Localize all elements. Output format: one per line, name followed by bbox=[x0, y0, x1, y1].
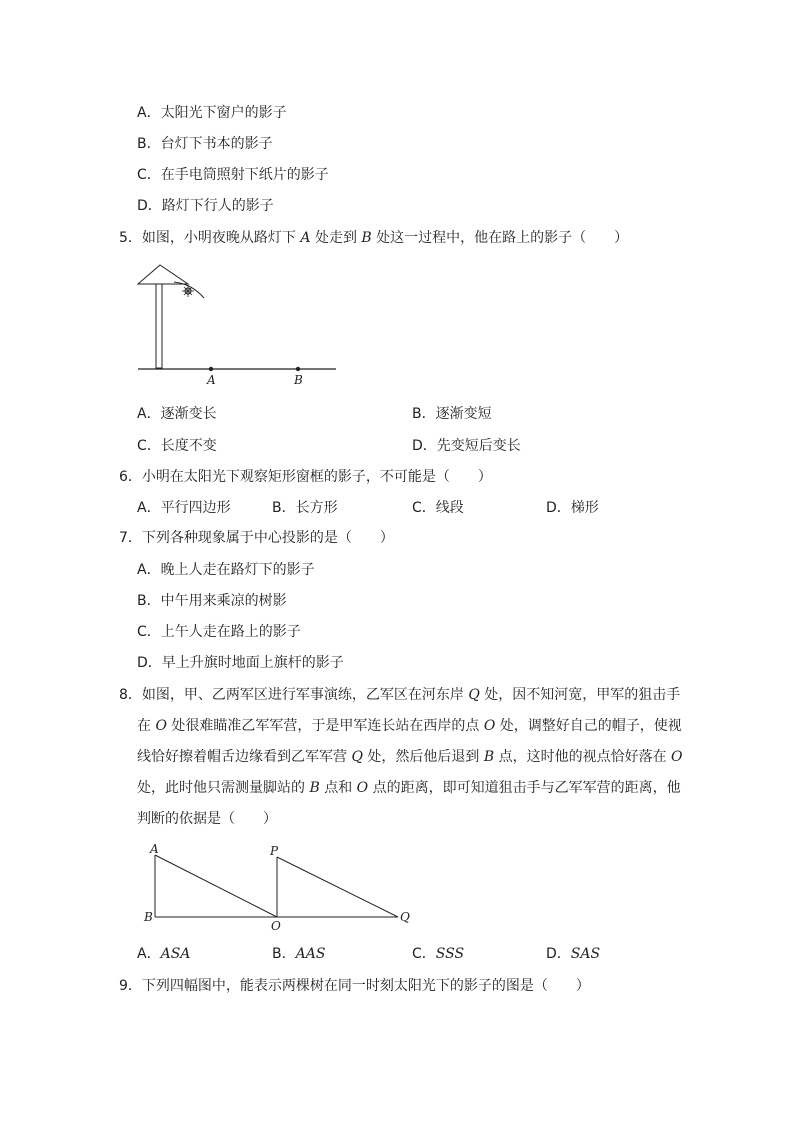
q5-var-a: A bbox=[300, 230, 311, 246]
point-a bbox=[209, 367, 213, 371]
q8-line-2: 在 O 处很难瞄准乙军军营，于是甲军连长站在西岸的点 O 处，调整好自己的帽子，使视 bbox=[137, 718, 682, 734]
q8-option-b: B．AAS bbox=[272, 946, 326, 962]
q4-option-d: D．路灯下行人的影子 bbox=[137, 198, 274, 214]
q8-line-1: 8．如图，甲、乙两军区进行军事演练，乙军区在河东岸 Q 处，因不知河宽，甲军的狙击手 bbox=[119, 687, 681, 703]
q6-option-c: C．线段 bbox=[412, 500, 464, 516]
q4-option-b: B．台灯下书本的影子 bbox=[137, 136, 273, 152]
label-b: B bbox=[294, 373, 303, 387]
q5-option-b: B．逐渐变短 bbox=[412, 406, 492, 422]
q5-var-b: B bbox=[361, 230, 372, 246]
label-q: Q bbox=[400, 910, 410, 924]
q7-option-c: C．上午人走在路上的影子 bbox=[137, 624, 301, 640]
q6-option-b: B．长方形 bbox=[272, 500, 338, 516]
q5-option-a: A．逐渐变长 bbox=[137, 406, 217, 422]
q5-text-1: 如图，小明夜晚从路灯下 bbox=[141, 230, 301, 246]
lamp-head bbox=[138, 265, 188, 284]
point-b bbox=[296, 367, 300, 371]
label-a: A bbox=[150, 842, 159, 856]
q5-question bbox=[119, 228, 628, 248]
q8-line-5: 判断的依据是（ ） bbox=[137, 811, 277, 827]
q5-number: 5． bbox=[119, 230, 142, 246]
q8-option-a: A．ASA bbox=[137, 946, 191, 962]
q8-option-d: D．SAS bbox=[546, 946, 601, 962]
q4-option-c: C．在手电筒照射下纸片的影子 bbox=[137, 167, 329, 183]
q6-question: 6．小明在太阳光下观察矩形窗框的影子，不可能是（ ） bbox=[119, 469, 492, 485]
q7-option-d: D．早上升旗时地面上旗杆的影子 bbox=[137, 655, 344, 671]
q4-option-a: A．太阳光下窗户的影子 bbox=[137, 105, 287, 121]
q8-line-4: 处，此时他只需测量脚站的 B 点和 O 点的距离，即可知道狙击手与乙军军营的距离，他 bbox=[137, 780, 681, 796]
q5-streetlamp-figure bbox=[130, 260, 350, 390]
q8-line-3: 线恰好擦着帽舌边缘看到乙军军营 Q 处，然后他后退到 B 点，这时他的视点恰好落在 O bbox=[137, 749, 683, 765]
q6-option-d: D．梯形 bbox=[546, 500, 599, 516]
label-a: A bbox=[207, 373, 216, 387]
q5-option-d: D．先变短后变长 bbox=[412, 438, 521, 454]
label-b: B bbox=[144, 910, 153, 924]
q8-option-c: C．SSS bbox=[412, 946, 465, 962]
lamp-bulb-icon bbox=[182, 285, 194, 297]
label-o: O bbox=[271, 919, 281, 933]
label-p: P bbox=[270, 844, 279, 858]
q5-option-c: C．长度不变 bbox=[137, 438, 217, 454]
q7-question: 7．下列各种现象属于中心投影的是（ ） bbox=[119, 530, 394, 546]
q5-text-2: 处走到 bbox=[310, 230, 362, 246]
q9-question: 9．下列四幅图中，能表示两棵树在同一时刻太阳光下的影子的图是（ ） bbox=[119, 978, 590, 994]
q6-option-a: A．平行四边形 bbox=[137, 500, 231, 516]
lamp-pole bbox=[156, 284, 162, 368]
q7-option-b: B．中午用来乘凉的树影 bbox=[137, 593, 287, 609]
q5-text-3: 处这一过程中，他在路上的影子（ ） bbox=[371, 230, 629, 246]
q8-triangle-figure bbox=[138, 840, 418, 936]
q7-option-a: A．晚上人走在路灯下的影子 bbox=[137, 562, 315, 578]
